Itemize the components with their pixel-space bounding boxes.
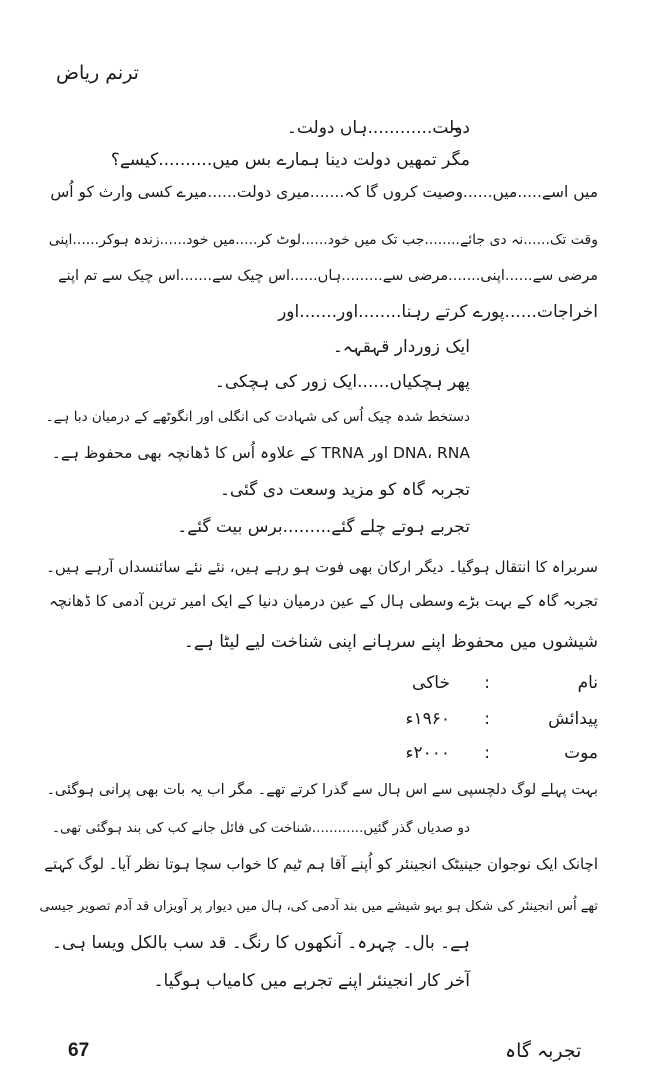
text-line-3: میں اسے.....میں......وصیت کروں گا کہ.......میری دولت......میرے کسی وارث کو اُس [50, 183, 598, 201]
running-header-author: ترنم ریاض [56, 62, 139, 84]
text-line-5: مرضی سے......اپنی.......مرضی سے.........ہاں......اس چیک سے.......اس چیک سے تم اپنے [58, 268, 598, 284]
identity-label-death: موت [564, 743, 598, 763]
text-line-7: ایک زوردار قہقہہ۔ [332, 337, 470, 357]
text-line-12: تجربے ہوتے چلے گئے.........برس بیت گئے۔ [177, 517, 470, 537]
text-line-20: ہے۔ بال۔ چہرہ۔ آنکھوں کا رنگ۔ قد سب بالکل ویسا ہی۔ [52, 933, 470, 953]
text-line-10: DNA، RNA اور TRNA کے علاوہ اُس کا ڈھانچہ بھی محفوظ ہے۔ [51, 444, 470, 462]
text-line-2: مگر تمھیں دولت دینا ہمارے بس میں..........کیسے؟ [110, 150, 470, 170]
running-footer-title: تجربہ گاہ [505, 1040, 582, 1062]
identity-value-death: ۲۰۰۰ء [405, 743, 450, 763]
text-line-1: دولت............ہاں دولت۔ [286, 118, 470, 138]
text-line-14: تجربہ گاہ کے بہت بڑے وسطی ہال کے عین درمیان دنیا کے ایک امیر ترین آدمی کا ڈھانچہ [49, 592, 598, 610]
text-line-4: وقت تک......نہ دی جائے........جب تک میں خود......لوٹ کر.....میں خود......زندہ ہوکر......اپنی [48, 232, 598, 248]
text-line-8: پھر ہچکیاں......ایک زور کی ہچکی۔ [214, 372, 470, 392]
identity-colon: : [484, 709, 490, 729]
text-line-11: تجربہ گاہ کو مزید وسعت دی گئی۔ [219, 480, 470, 500]
identity-value-name: خاکی [412, 673, 450, 693]
text-line-18: اچانک ایک نوجوان جینیٹک انجینئر کو اُپنے آقا ہم ٹیم کا خواب سچا ہوتا نظر آیا۔ لوگ کہتے [44, 855, 598, 873]
text-line-9: دستخط شدہ چیک اُس کی شہادت کی انگلی اور انگوٹھے کے درمیان دبا ہے۔ [45, 409, 470, 425]
identity-colon: : [484, 673, 490, 693]
identity-label-name: نام [577, 673, 598, 693]
identity-value-birth: ۱۹۶۰ء [405, 709, 450, 729]
text-line-19: تھے اُس انجینئر کی شکل ہو بہو شیشے میں بند آدمی کی، ہال میں دیوار پر آویزاں قد آدم تصویر جیسی [39, 899, 598, 914]
text-line-16: بہت پہلے لوگ دلچسپی سے اس ہال سے گذرا کرتے تھے۔ مگر اب یہ بات بھی پرانی ہوگئی۔ [46, 782, 598, 798]
text-line-17: دو صدیاں گذر گئیں............شناخت کی فائل جانے کب کی بند ہوگئی تھی۔ [52, 820, 470, 836]
text-line-13: سربراہ کا انتقال ہوگیا۔ دیگر ارکان بھی فوت ہو رہے ہیں، نئے نئے سائنسداں آرہے ہیں۔ [46, 558, 598, 576]
text-line-21: آخر کار انجینئر اپنے تجربے میں کامیاب ہوگیا۔ [153, 971, 470, 991]
text-line-6: اخراجات......پورے کرتے رہنا........اور.......اور [278, 302, 598, 322]
identity-label-birth: پیدائش [548, 709, 598, 729]
text-line-15: شیشوں میں محفوظ اپنے سرہانے اپنی شناخت لیے لیٹا ہے۔ [183, 632, 598, 652]
identity-colon: : [484, 743, 490, 763]
page-number: 67 [68, 1040, 90, 1061]
